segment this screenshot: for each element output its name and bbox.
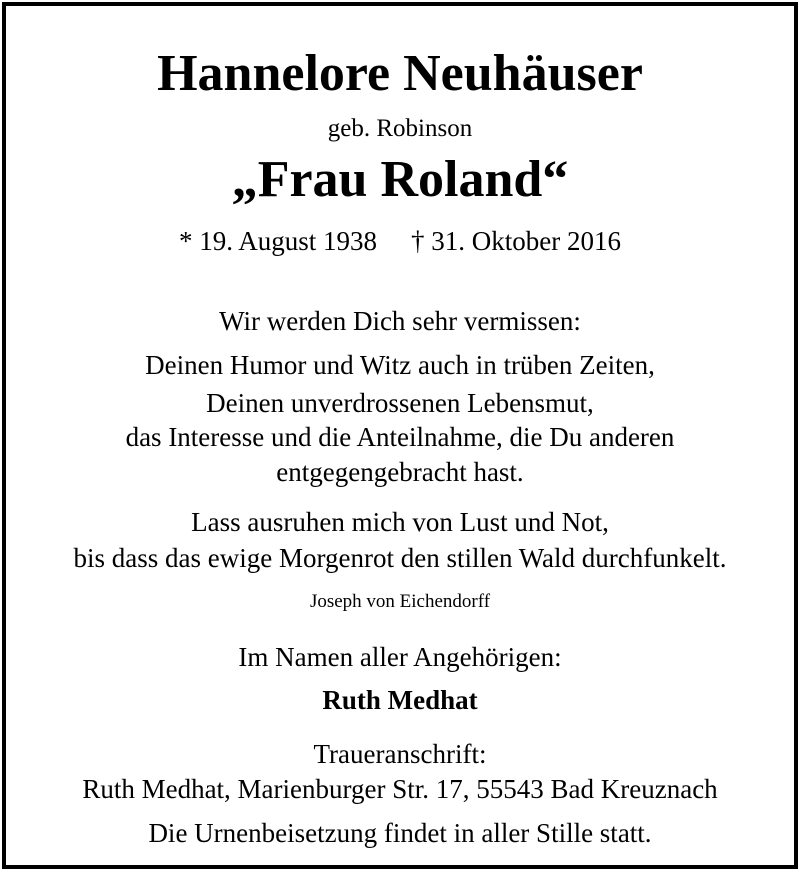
birth-date: * 19. August 1938 [178,226,378,256]
quote-line: Lass ausruhen mich von Lust und Not, [191,507,609,537]
quote-line: bis dass das ewige Morgenrot den stillen Wald durchfunkelt. [73,543,727,573]
nickname: „Frau Roland“ [231,151,569,208]
quote-author: Joseph von Eichendorff [309,591,491,612]
message-line: das Interesse und die Anteilnahme, die Du anderen [125,422,675,452]
address-label: Traueranschrift: [313,739,487,769]
death-date: † 31. Oktober 2016 [411,226,621,256]
deceased-name: Hannelore Neuhäuser [157,45,643,102]
maiden-name: geb. Robinson [327,115,473,142]
message-line: Deinen Humor und Witz auch in trüben Zeiten, [145,350,655,380]
life-dates [0,228,800,255]
message-line: Deinen unverdrossenen Lebensmut, [206,388,594,418]
signature-intro: Im Namen aller Angehörigen: [238,642,562,672]
message-line: entgegengebracht hast. [276,457,524,487]
address-text: Ruth Medhat, Marienburger Str. 17, 55543 Bad Kreuznach [82,774,718,804]
message-intro: Wir werden Dich sehr vermissen: [219,306,581,336]
signature-name: Ruth Medhat [322,685,478,715]
burial-note: Die Urnenbeisetzung findet in aller Stille statt. [148,818,652,848]
